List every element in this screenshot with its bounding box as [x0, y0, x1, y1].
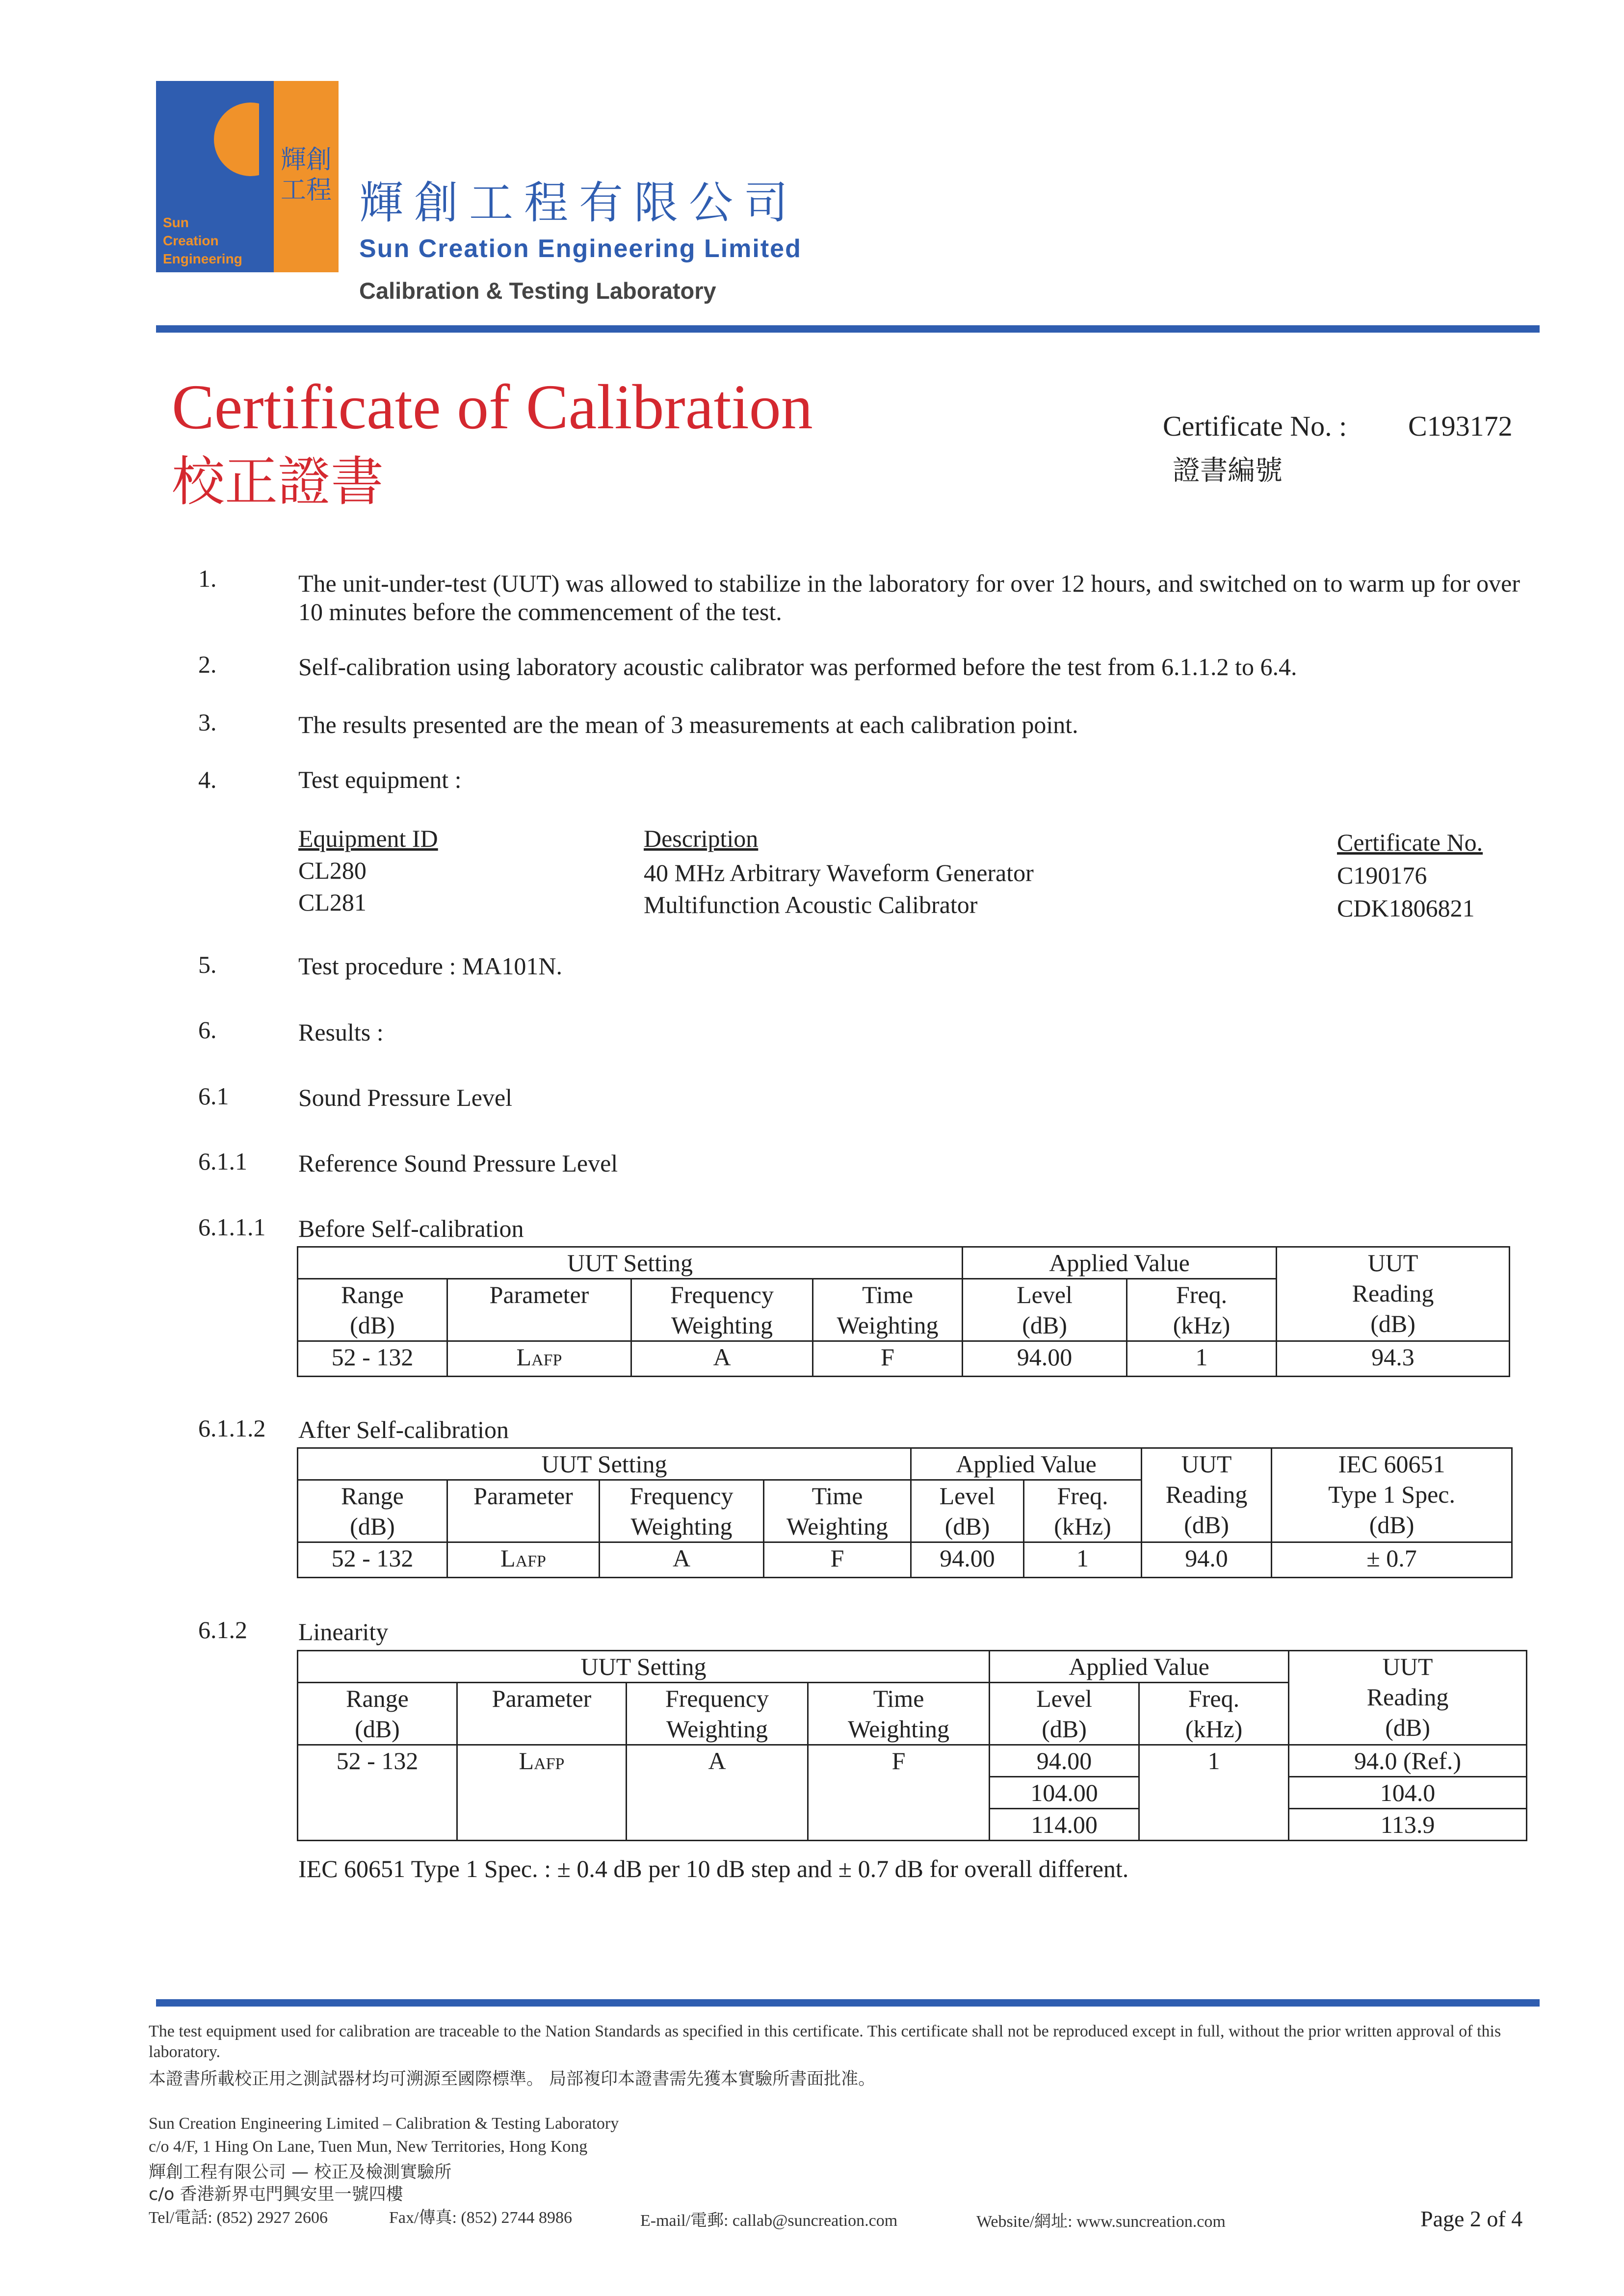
section-number: 6.1 [198, 1082, 229, 1110]
equipment-header-cert: Certificate No. [1337, 829, 1483, 856]
range-value: 52 - 132 [298, 1745, 457, 1841]
company-name-zh: 輝創工程有限公司 [359, 177, 799, 229]
equipment-id: CL281 [298, 888, 367, 916]
uut-setting-header: UUT Setting [298, 1247, 963, 1279]
uut-reading-value: 94.0 [1142, 1542, 1272, 1578]
time-weighting-value: F [813, 1341, 963, 1377]
uut-reading-header: UUT Reading (dB) [1289, 1651, 1527, 1745]
section-title: Reference Sound Pressure Level [298, 1149, 618, 1177]
uut-reading-value: 94.3 [1277, 1341, 1510, 1377]
applied-value-header: Applied Value [990, 1651, 1289, 1683]
logo-sun-icon [214, 103, 288, 176]
footer-company: Sun Creation Engineering Limited – Calibration & Testing Laboratory [149, 2114, 619, 2133]
item-number: 4. [198, 766, 217, 793]
certificate-no-label: Certificate No. : [1163, 410, 1347, 442]
section-number: 6.1.1 [198, 1148, 247, 1175]
company-lab-name: Calibration & Testing Laboratory [359, 278, 716, 304]
section-title: After Self-calibration [298, 1416, 509, 1443]
time-weighting-value: F [808, 1745, 990, 1841]
uut-reading-header: UUT Reading (dB) [1142, 1448, 1272, 1542]
level-value: 94.00 [963, 1341, 1127, 1377]
section-number: 6.1.2 [198, 1616, 247, 1644]
frequency-weighting-value: A [627, 1745, 808, 1841]
before-self-calibration-table [297, 1246, 1510, 1377]
page-number: Page 2 of 4 [1420, 2206, 1523, 2231]
uut-reading-value: 113.9 [1289, 1809, 1527, 1841]
footer-company-zh: 輝創工程有限公司 — 校正及檢測實驗所 [149, 2163, 452, 2182]
logo-text-en: Sun Creation Engineering [163, 215, 242, 266]
time-weighting-header: Time Weighting [813, 1279, 963, 1341]
time-weighting-header: Time Weighting [764, 1480, 911, 1542]
linearity-table [297, 1650, 1527, 1841]
linearity-spec-note: IEC 60651 Type 1 Spec. : ± 0.4 dB per 10 dB step and ± 0.7 dB for overall different. [298, 1855, 1129, 1882]
frequency-weighting-header: Frequency Weighting [627, 1683, 808, 1745]
uut-setting-header: UUT Setting [298, 1651, 990, 1683]
item-text: The unit-under-test (UUT) was allowed to stabilize in the laboratory for over 12 hours, and switched on to warm up for over 10 minutes before the commencement of the test. [298, 570, 1520, 626]
logo-sun-cut [259, 103, 274, 176]
range-value: 52 - 132 [298, 1341, 447, 1377]
frequency-weighting-value: A [631, 1341, 813, 1377]
uut-reading-header: UUT Reading (dB) [1277, 1247, 1510, 1341]
equipment-desc: Multifunction Acoustic Calibrator [644, 891, 978, 918]
parameter-value: LAFP [457, 1745, 627, 1841]
time-weighting-header: Time Weighting [808, 1683, 990, 1745]
certificate-title: Certificate of Calibration [172, 372, 813, 443]
item-number: 1. [198, 565, 217, 592]
uut-reading-value: 104.0 [1289, 1777, 1527, 1809]
equipment-id: CL280 [298, 857, 367, 884]
item-text: The results presented are the mean of 3 measurements at each calibration point. [298, 711, 1078, 738]
equipment-header-desc: Description [644, 825, 759, 852]
equipment-desc: 40 MHz Arbitrary Waveform Generator [644, 859, 1034, 887]
applied-value-header: Applied Value [963, 1247, 1277, 1279]
footer-fax: Fax/傳真: (852) 2744 8986 [389, 2209, 573, 2227]
company-logo [156, 81, 339, 272]
certificate-no-value: C193172 [1408, 410, 1513, 442]
footer-website: Website/網址: www.suncreation.com [976, 2213, 1226, 2231]
equipment-header-id: Equipment ID [298, 825, 438, 852]
freq-value: 1 [1024, 1542, 1142, 1578]
level-header: Level (dB) [990, 1683, 1139, 1745]
footer-address-zh: c/o 香港新界屯門興安里一號四樓 [149, 2185, 403, 2204]
parameter-value: LAFP [447, 1542, 600, 1578]
after-self-calibration-table [297, 1447, 1513, 1578]
frequency-weighting-header: Frequency Weighting [631, 1279, 813, 1341]
section-title: Linearity [298, 1618, 389, 1645]
section-title: Sound Pressure Level [298, 1084, 513, 1111]
freq-value: 1 [1139, 1745, 1289, 1841]
range-header: Range (dB) [298, 1480, 447, 1542]
applied-value-header: Applied Value [911, 1448, 1142, 1480]
iec-spec-header: IEC 60651 Type 1 Spec. (dB) [1272, 1448, 1512, 1542]
frequency-weighting-value: A [600, 1542, 764, 1578]
item-text: Self-calibration using laboratory acoustic calibrator was performed before the test from 6.1.1.2 to 6.4. [298, 653, 1297, 680]
logo-text-zh: 輝創工程 [280, 145, 332, 205]
section-number: 6.1.1.1 [198, 1213, 266, 1241]
range-header: Range (dB) [298, 1683, 457, 1745]
equipment-cert: CDK1806821 [1337, 894, 1475, 922]
equipment-cert: C190176 [1337, 861, 1427, 889]
freq-header: Freq. (kHz) [1127, 1279, 1277, 1341]
uut-setting-header: UUT Setting [298, 1448, 911, 1480]
item-number: 2. [198, 651, 217, 678]
level-value: 94.00 [990, 1745, 1139, 1777]
footer-tel: Tel/電話: (852) 2927 2606 [149, 2209, 328, 2227]
level-value: 104.00 [990, 1777, 1139, 1809]
frequency-weighting-header: Frequency Weighting [600, 1480, 764, 1542]
level-value: 94.00 [911, 1542, 1024, 1578]
certificate-title-zh: 校正證書 [172, 451, 384, 513]
parameter-header: Parameter [447, 1480, 600, 1542]
item-number: 6. [198, 1016, 217, 1044]
freq-value: 1 [1127, 1341, 1277, 1377]
item-text: Test equipment : [298, 766, 462, 793]
item-number: 3. [198, 708, 217, 736]
footer-address: c/o 4/F, 1 Hing On Lane, Tuen Mun, New Territories, Hong Kong [149, 2138, 588, 2156]
company-name-en: Sun Creation Engineering Limited [359, 235, 802, 263]
parameter-value: LAFP [447, 1341, 631, 1377]
freq-header: Freq. (kHz) [1024, 1480, 1142, 1542]
certificate-no-label-zh: 證書編號 [1173, 455, 1283, 487]
range-header: Range (dB) [298, 1279, 447, 1341]
range-value: 52 - 132 [298, 1542, 447, 1578]
level-header: Level (dB) [963, 1279, 1127, 1341]
footer-email: E-mail/電郵: callab@suncreation.com [640, 2212, 898, 2230]
parameter-header: Parameter [457, 1683, 627, 1745]
iec-spec-value: ± 0.7 [1272, 1542, 1512, 1578]
level-header: Level (dB) [911, 1480, 1024, 1542]
traceability-note: The test equipment used for calibration are traceable to the Nation Standards as specified in this certificate. This certificate shall not be reproduced except in full, without the prior written approval of this laboratory. [149, 2022, 1501, 2061]
freq-header: Freq. (kHz) [1139, 1683, 1289, 1745]
parameter-header: Parameter [447, 1279, 631, 1341]
section-number: 6.1.1.2 [198, 1414, 266, 1442]
time-weighting-value: F [764, 1542, 911, 1578]
level-value: 114.00 [990, 1809, 1139, 1841]
uut-reading-value: 94.0 (Ref.) [1289, 1745, 1527, 1777]
item-text: Results : [298, 1018, 384, 1046]
section-title: Before Self-calibration [298, 1215, 524, 1242]
traceability-note-zh: 本證書所載校正用之測試器材均可溯源至國際標準。 局部複印本證書需先獲本實驗所書面批准。 [149, 2069, 876, 2089]
footer-rule [156, 1999, 1540, 2007]
item-number: 5. [198, 951, 217, 978]
item-text: Test procedure : MA101N. [298, 952, 563, 980]
header-rule [156, 325, 1540, 333]
